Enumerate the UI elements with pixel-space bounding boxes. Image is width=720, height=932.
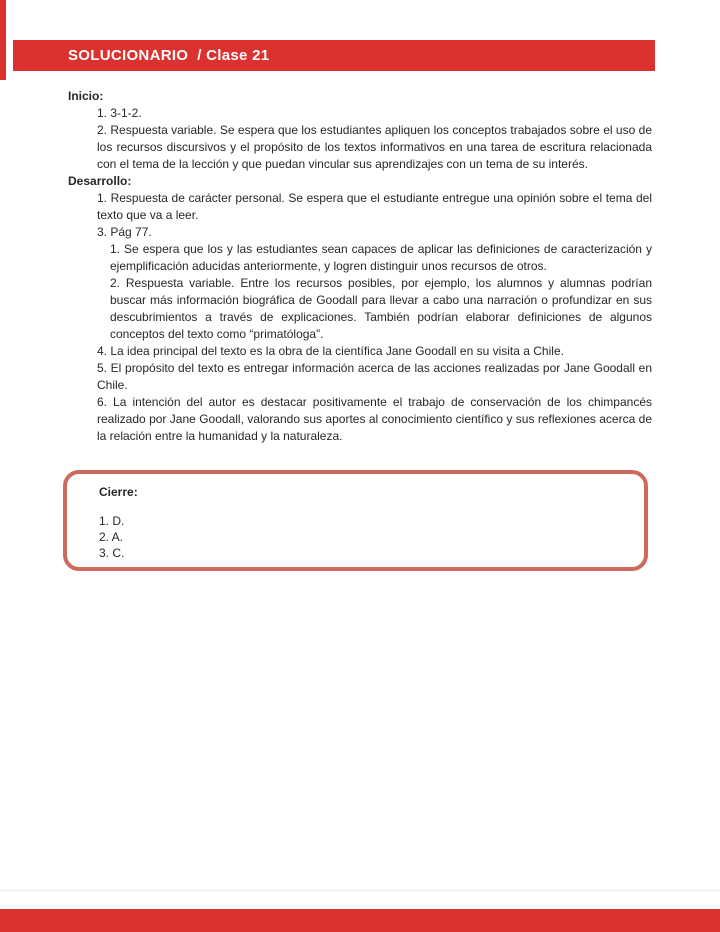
answer-line-1: 1. D. xyxy=(99,514,125,528)
answer-item-desarrollo-4: 4. La idea principal del texto es la obra de la científica Jane Goodall en su visita a Chile. xyxy=(97,344,564,358)
answer-item-inicio-1: 1. 3-1-2. xyxy=(97,106,142,120)
answer-item-desarrollo-3: 3. Pág 77. xyxy=(97,225,152,239)
section-heading-inicio: Inicio: xyxy=(68,89,104,103)
answer-line-3: 3. C. xyxy=(99,546,125,560)
header-bar xyxy=(13,40,655,71)
cierre-box xyxy=(63,470,648,571)
answer-item-desarrollo-5: 5. El propósito del texto es entregar información acerca de las acciones realizadas por Jane Goodall en Chile. xyxy=(97,361,652,392)
answer-line-2: 2. A. xyxy=(99,530,124,544)
section-heading-cierre: Cierre: xyxy=(99,485,138,499)
section-heading-desarrollo: Desarrollo: xyxy=(68,174,132,188)
header-title: SOLUCIONARIO / Clase 21 xyxy=(68,47,270,64)
left-accent-strip xyxy=(0,0,6,80)
answer-subitem-desarrollo-3-1: 1. Se espera que los y las estudiantes sean capaces de aplicar las definiciones de caracterización y ejemplificación aducidas anteriormente, y logren distinguir unos recursos de otros. xyxy=(110,242,652,273)
answer-subitem-desarrollo-3-2: 2. Respuesta variable. Entre los recursos posibles, por ejemplo, los alumnos y alumnas podrían buscar más información biográfica de Goodall para llevar a cabo una narración o profundizar en sus descubrimientos a través de explicaciones. También podrían elaborar definiciones de algunos conceptos del texto como “primatóloga”. xyxy=(110,276,652,341)
footer-bar xyxy=(0,909,720,932)
section-inicio xyxy=(68,88,652,173)
page-content xyxy=(68,88,652,571)
section-desarrollo xyxy=(68,173,652,445)
footer-divider xyxy=(0,889,720,892)
cierre-answers xyxy=(99,513,624,561)
answer-item-desarrollo-1: 1. Respuesta de carácter personal. Se espera que el estudiante entregue una opinión sobre el tema del texto que va a leer. xyxy=(97,191,652,222)
answer-item-inicio-2: 2. Respuesta variable. Se espera que los estudiantes apliquen los conceptos trabajados sobre el uso de los recursos discursivos y el propósito de los textos informativos en una tarea de escritura relacionada con el tema de la lección y que puedan vincular sus aprendizajes con un tema de su interés. xyxy=(97,123,652,171)
answer-item-desarrollo-6: 6. La intención del autor es destacar positivamente el trabajo de conservación de los chimpancés realizado por Jane Goodall, valorando sus aportes al conocimiento científico y sus reflexiones acerca de la relación entre la humanidad y la naturaleza. xyxy=(97,395,652,443)
